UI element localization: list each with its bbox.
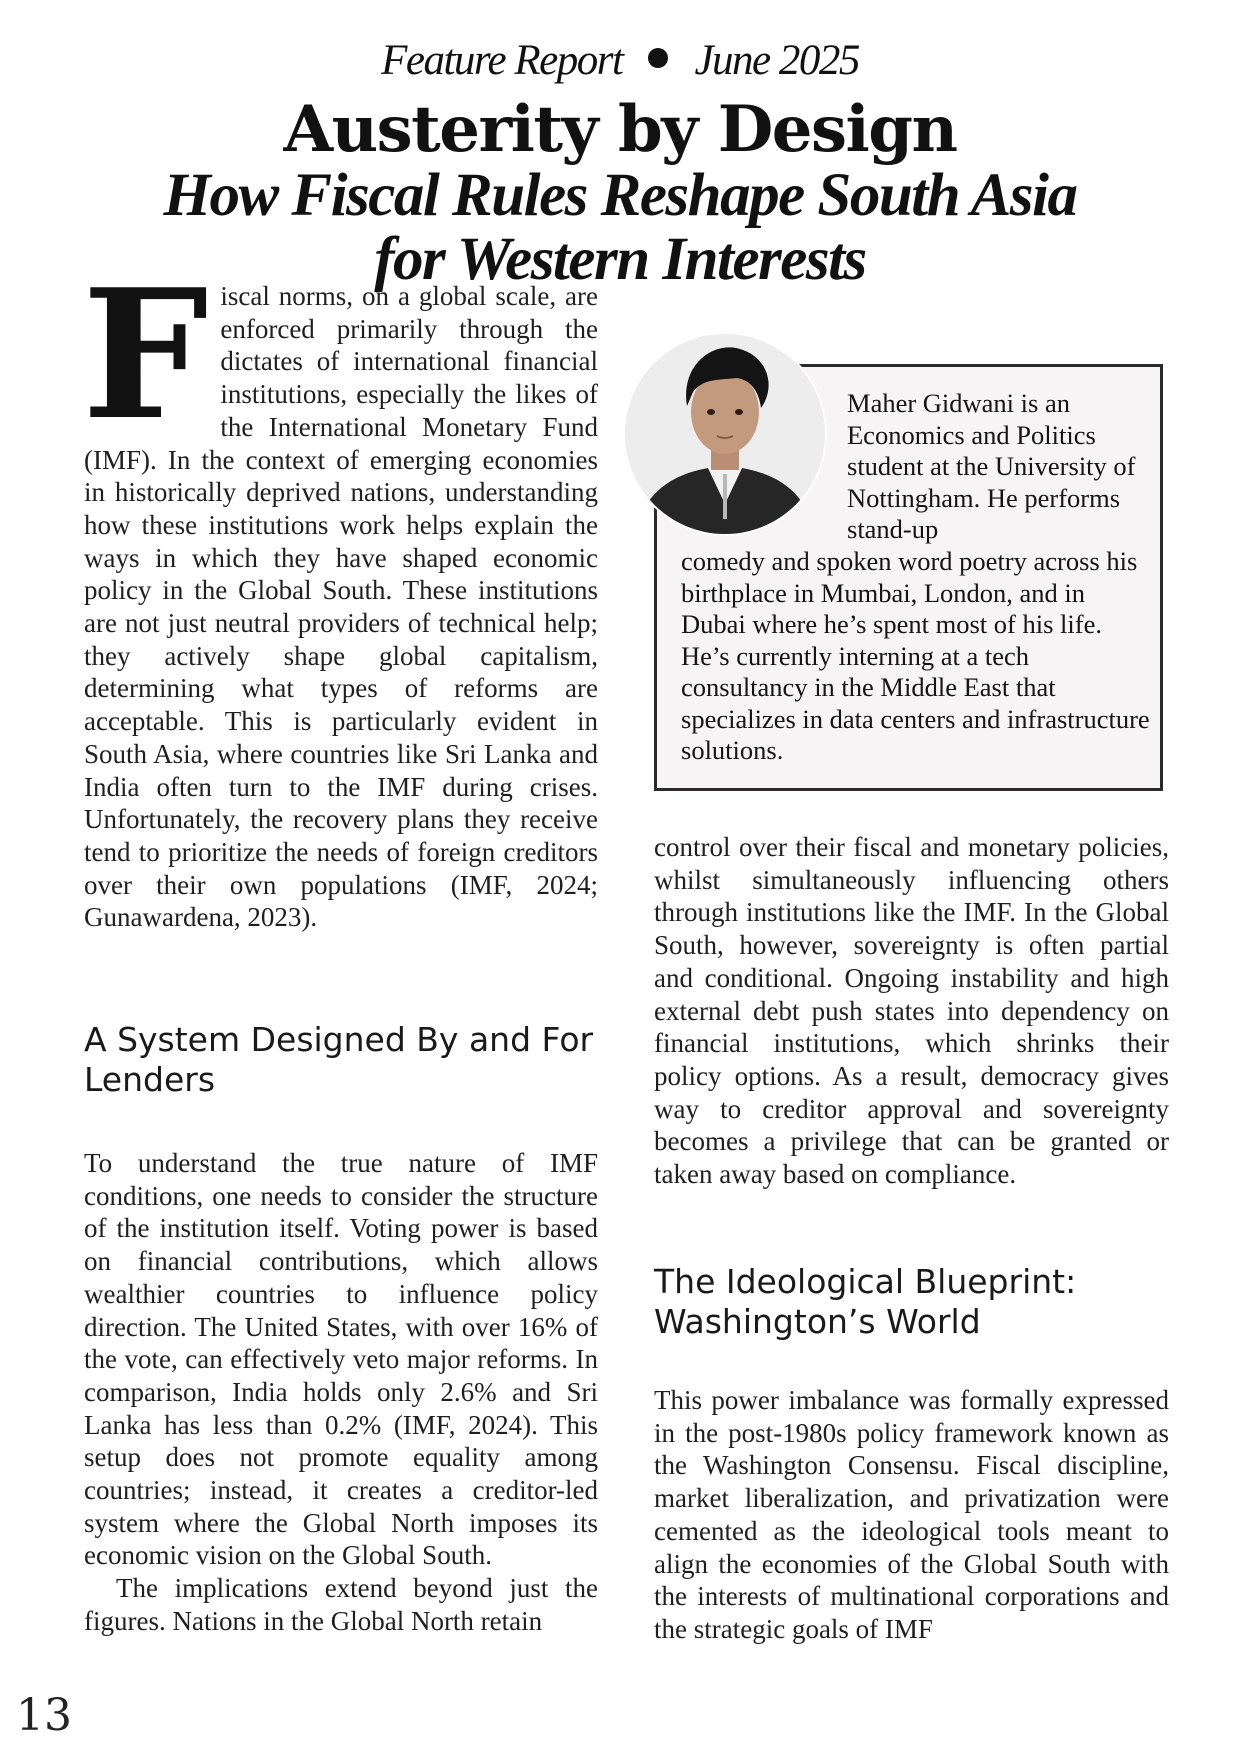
intro-paragraph: iscal norms, on a global scale, are enforced primarily through the dictates of international financial institutions, especially the likes of the International Monetary Fund (IMF). In the context of emerging economies in historically deprived nations, understanding how these institutions work helps explain the ways in which they have shaped economic policy in the Global South. These institutions are not just neutral providers of technical help; they actively shape global capitalism, determining what types of reforms are acceptable. This is particularly evident in South Asia, where countries like Sri Lanka and India often turn to the IMF during crises. Unfortunately, the recovery plans they receive tend to prioritize the needs of foreign creditors over their own populations (IMF, 2024; Gunawardena, 2023). [84, 281, 598, 933]
continuation-paragraph: control over their fiscal and monetary policies, whilst simultaneously influencing others through institutions like the IMF. In the Global South, however, sovereignty is often partial and conditional. Ongoing instability and high external debt push states into dependency on financial institutions, which shrinks their policy options. As a result, democracy gives way to creditor approval and sovereignty becomes a privilege that can be granted or taken away based on compliance. [654, 832, 1169, 1190]
issue-kicker [0, 36, 1240, 85]
issue-date: June 2025 [694, 37, 859, 84]
section-lenders-paragraph-2: The implications extend beyond just the figures. Nations in the Global North retain [84, 1573, 598, 1636]
right-column-body [654, 831, 1169, 1191]
author-photo [623, 332, 827, 536]
portrait-illustration [625, 334, 825, 534]
drop-cap: F [82, 250, 209, 459]
separator-dot-icon [648, 48, 668, 68]
page-number: 13 [16, 1690, 72, 1741]
author-bio-text-bottom: comedy and spoken word poetry across his birthplace in Mumbai, London, and in Dubai where he’s spent most of his life. He’s currently interning at a tech consultancy in the Middle East that specializes in data centers and infrastructure solutions. [681, 546, 1150, 765]
intro-block [82, 250, 598, 934]
article-subtitle: How Fiscal Rules Reshape South Asia for Western Interests [163, 162, 1077, 293]
section-heading-blueprint: The Ideological Blueprint: Washington’s World [654, 1262, 1077, 1341]
article-title: Austerity by Design [283, 92, 957, 167]
author-bio-text-top: Maher Gidwani is an Economics and Politics student at the University of Nottingham. He performs stand-up [847, 388, 1136, 544]
section-label: Feature Report [381, 37, 623, 84]
section-lenders-body [84, 1147, 598, 1638]
section-blueprint-body [654, 1384, 1169, 1646]
section-lenders-paragraph-1: To understand the true nature of IMF conditions, one needs to consider the structure of the institution itself. Voting power is based on financial contributions, which allows wealthier countries to influence policy direction. The United States, with over 16% of the vote, can effectively veto major reforms. In comparison, India holds only 2.6% and Sri Lanka has less than 0.2% (IMF, 2024). This setup does not promote equality among countries; instead, it creates a creditor-led system where the Global North imposes its economic vision on the Global South. [84, 1148, 598, 1571]
section-blueprint-paragraph-1: This power imbalance was formally expressed in the post-1980s policy framework known as the Washington Consensu. Fiscal discipline, market liberalization, and privatization were cemented as the ideological tools meant to align the economies of the Global South with the interests of multinational corporations and the strategic goals of IMF [654, 1385, 1169, 1644]
section-heading-lenders: A System Designed By and For Lenders [84, 1020, 594, 1099]
